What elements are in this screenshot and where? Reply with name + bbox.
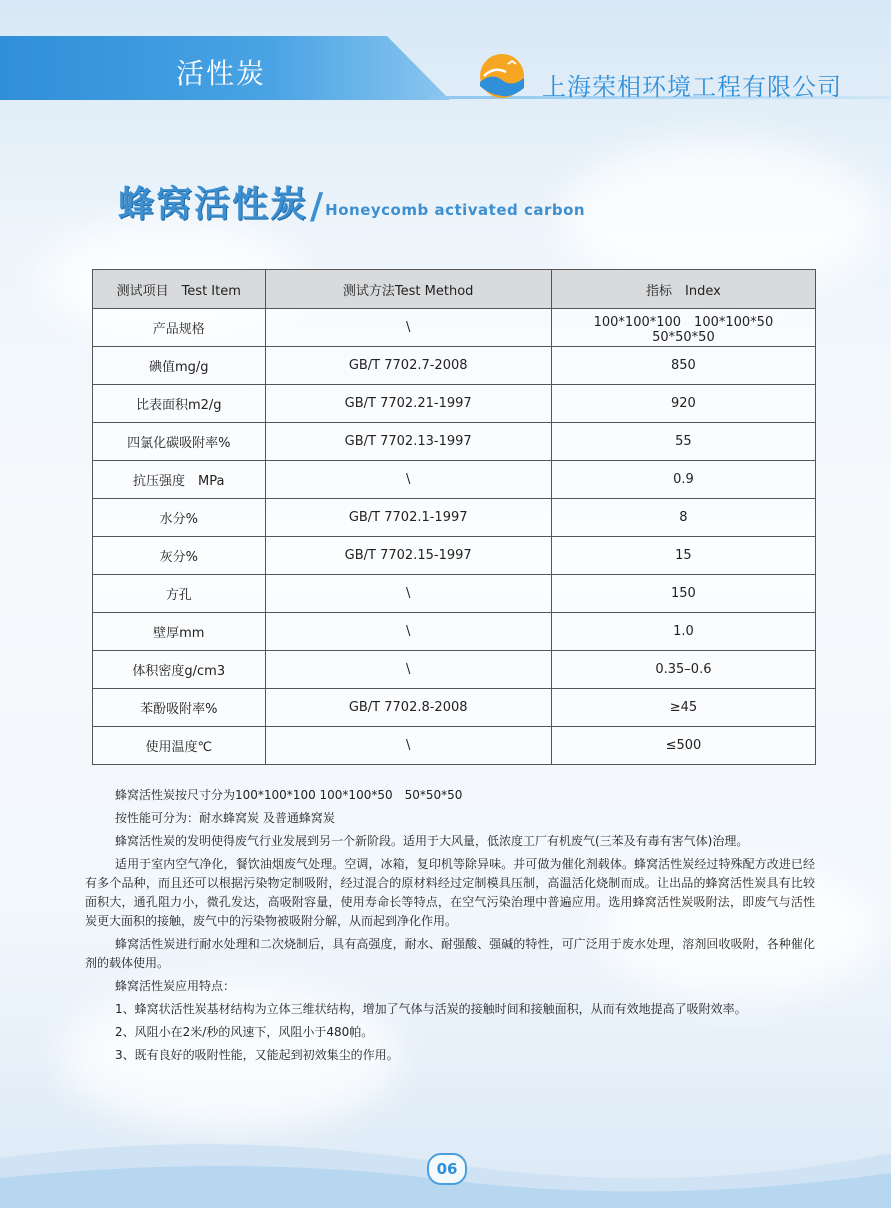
table-cell: \	[265, 309, 551, 347]
table-cell: 灰分%	[93, 537, 266, 575]
table-cell: 55	[551, 423, 815, 461]
table-row	[93, 385, 816, 423]
table-cell: 1.0	[551, 613, 815, 651]
table-cell: \	[265, 575, 551, 613]
table-cell: \	[265, 651, 551, 689]
section-title-cn: 蜂窝活性炭	[118, 184, 309, 225]
table-cell: GB/T 7702.21-1997	[265, 385, 551, 423]
table-cell: 15	[551, 537, 815, 575]
header-title: 活性炭	[176, 57, 267, 90]
table-row	[93, 613, 816, 651]
table-cell: 100*100*100 100*100*50 50*50*50	[551, 309, 815, 347]
body-text	[85, 786, 815, 1069]
table-cell: 0.35–0.6	[551, 651, 815, 689]
paragraph: 按性能可分为：耐水蜂窝炭 及普通蜂窝炭	[115, 811, 335, 825]
table-cell: 壁厚mm	[93, 613, 266, 651]
table-cell: GB/T 7702.1-1997	[265, 499, 551, 537]
table-row	[93, 499, 816, 537]
table-cell: GB/T 7702.8-2008	[265, 689, 551, 727]
table-header-cell: 测试项目 Test Item	[93, 270, 266, 309]
table-cell: \	[265, 613, 551, 651]
company-logo-icon	[478, 52, 526, 100]
paragraph: 蜂窝活性炭进行耐水处理和二次烧制后，具有高强度，耐水、耐强酸、强碱的特性，可广泛用于废水处理，溶剂回收吸附，各种催化剂的载体使用。	[85, 937, 815, 970]
table-cell: 碘值mg/g	[93, 347, 266, 385]
table-row	[93, 461, 816, 499]
table-row	[93, 537, 816, 575]
paragraph: 2、风阻小在2米/秒的风速下，风阻小于480帕。	[115, 1025, 374, 1039]
table-cell: GB/T 7702.15-1997	[265, 537, 551, 575]
paragraph: 1、蜂窝状活性炭基材结构为立体三维状结构，增加了气体与活炭的接触时间和接触面积，从而有效地提高了吸附效率。	[115, 1002, 747, 1016]
table-cell: 使用温度℃	[93, 727, 266, 765]
table-cell: \	[265, 461, 551, 499]
paragraph: 蜂窝活性炭应用特点：	[115, 979, 236, 993]
table-cell: 比表面积m2/g	[93, 385, 266, 423]
table-row	[93, 689, 816, 727]
table-cell: 水分%	[93, 499, 266, 537]
company-name: 上海荣相环境工程有限公司	[542, 73, 842, 101]
table-cell: 方孔	[93, 575, 266, 613]
table-row	[93, 347, 816, 385]
table-cell: 体积密度g/cm3	[93, 651, 266, 689]
table-cell: 0.9	[551, 461, 815, 499]
table-cell: ≤500	[551, 727, 815, 765]
table-cell: 产品规格	[93, 309, 266, 347]
section-title-en: Honeycomb activated carbon	[325, 201, 586, 219]
page-number: 06	[427, 1153, 467, 1185]
table-row	[93, 309, 816, 347]
section-title-slash: /	[310, 186, 324, 227]
table-cell: GB/T 7702.13-1997	[265, 423, 551, 461]
table-cell: 四氯化碳吸附率%	[93, 423, 266, 461]
table-row	[93, 575, 816, 613]
table-header-cell: 指标 Index	[551, 270, 815, 309]
table-row	[93, 423, 816, 461]
table-cell: 150	[551, 575, 815, 613]
table-cell: 8	[551, 499, 815, 537]
table-cell: 抗压强度 MPa	[93, 461, 266, 499]
table-cell: GB/T 7702.7-2008	[265, 347, 551, 385]
table-cell: \	[265, 727, 551, 765]
table-cell: ≥45	[551, 689, 815, 727]
paragraph: 3、既有良好的吸附性能，又能起到初效集尘的作用。	[115, 1048, 399, 1062]
spec-table	[92, 269, 816, 765]
table-header-row	[93, 270, 816, 309]
table-row	[93, 651, 816, 689]
table-row	[93, 727, 816, 765]
section-title	[118, 176, 585, 227]
paragraph: 蜂窝活性炭按尺寸分为100*100*100 100*100*50 50*50*50	[115, 788, 463, 802]
table-cell: 苯酚吸附率%	[93, 689, 266, 727]
table-header-cell: 测试方法Test Method	[265, 270, 551, 309]
table-cell: 920	[551, 385, 815, 423]
paragraph: 适用于室内空气净化，餐饮油烟废气处理。空调，冰箱，复印机等除异味。并可做为催化剂载体。蜂窝活性炭经过特殊配方改进已经有多个品种，而且还可以根据污染物定制吸附，经过混合的原材料经过定制模具压制，高温活化烧制而成。让出品的蜂窝活性炭具有比较面积大，通孔阻力小，微孔发达，高吸附容量，使用寿命长等特点，在空气污染治理中普遍应用。选用蜂窝活性炭吸附法，即废气与活性炭更大面积的接触，废气中的污染物被吸附分解，从而起到净化作用。	[85, 857, 815, 928]
table-cell: 850	[551, 347, 815, 385]
paragraph: 蜂窝活性炭的发明使得废气行业发展到另一个新阶段。适用于大风量，低浓度工厂有机废气(三苯及有毒有害气体)治理。	[115, 834, 749, 848]
